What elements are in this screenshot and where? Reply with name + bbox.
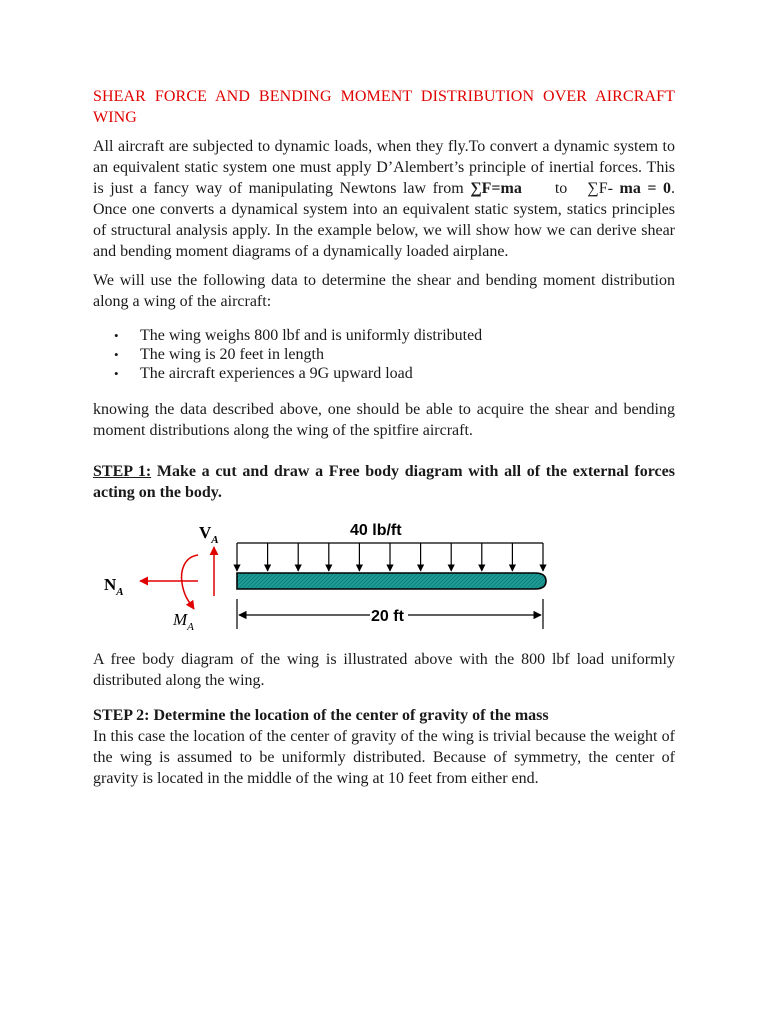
list-item: • The wing weighs 800 lbf and is uniformly distributed: [93, 326, 675, 345]
step1-label: STEP 1:: [93, 463, 152, 480]
intro-text-1: All aircraft are subjected to dynamic loads, when they fly.To convert a dynamic system to an equivalent static system one must apply D’Alembert’s principle of inertial forces. This is just a fancy way of manipulating Newtons law from: [93, 138, 675, 197]
knowing-paragraph: knowing the data described above, one should be able to acquire the shear and bending moment distributions along the wing of the spitfire aircraft.: [93, 401, 675, 439]
na-label: $N_A$: [104, 575, 124, 598]
data-list: [93, 326, 675, 383]
page-title: SHEAR FORCE AND BENDING MOMENT DISTRIBUTION OVER AIRCRAFT WING: [93, 88, 675, 126]
intro-text-2: . Once one converts a dynamical system into an equivalent static system, statics principles of structural analysis apply. In the example below, we will show how we can derive shear and bending moment diagrams of a dynamically loaded airplane.: [93, 180, 675, 260]
wing-beam: [237, 573, 546, 589]
step1-heading: [93, 461, 675, 503]
va-label: $V_A$: [199, 523, 219, 546]
load-label-box: [334, 518, 426, 540]
load-label: 40 lb/ft: [350, 522, 402, 539]
step2-heading: STEP 2: Determine the location of the center of gravity of the mass: [93, 707, 549, 724]
equation-newton: ∑F=ma: [470, 180, 522, 197]
document-page: [93, 86, 675, 789]
list-item: • The aircraft experiences a 9G upward load: [93, 364, 675, 383]
ma-moment-arc: [182, 555, 198, 609]
distributed-load-arrows: [237, 543, 543, 571]
list-item: • The wing is 20 feet in length: [93, 345, 675, 364]
data-intro-paragraph: We will use the following data to determine the shear and bending moment distribution along a wing of the aircraft:: [93, 272, 675, 310]
free-body-diagram: [94, 513, 564, 643]
length-label: 20 ft: [371, 608, 404, 625]
ma-label: $M_A$: [173, 610, 194, 633]
intro-paragraph: [93, 136, 675, 262]
equation-dalembert-prefix: ∑F-: [587, 180, 620, 197]
word-to: to: [554, 180, 568, 197]
step1-text: Make a cut and draw a Free body diagram with all of the external forces acting on the body.: [93, 463, 675, 501]
equation-dalembert: ma = 0: [619, 180, 671, 197]
step2-paragraph: In this case the location of the center of gravity of the wing is trivial because the weight of the wing is assumed to be uniformly distributed. Because of symmetry, the center of gravity is located in the middle of the wing at 10 feet from either end.: [93, 728, 675, 787]
fbd-description: A free body diagram of the wing is illustrated above with the 800 lbf load uniformly distributed along the wing.: [93, 651, 675, 689]
